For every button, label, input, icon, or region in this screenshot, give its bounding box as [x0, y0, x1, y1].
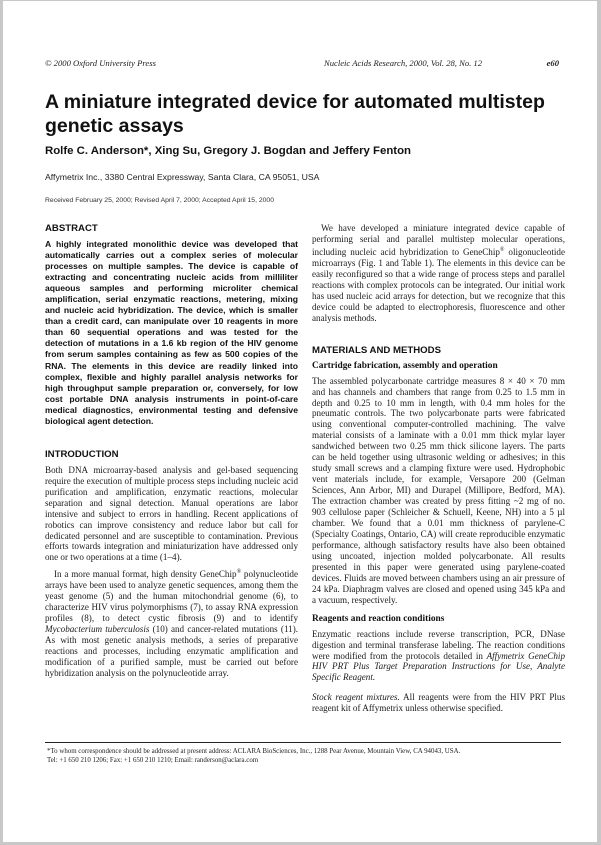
registered-mark: ®: [499, 246, 505, 253]
stock-reagents-paragraph: [312, 692, 565, 714]
species-name: Mycobacterium tuberculosis: [45, 624, 150, 635]
abstract-heading: ABSTRACT: [45, 223, 98, 234]
introduction-heading: INTRODUCTION: [45, 448, 119, 460]
footnote-divider: [45, 742, 561, 743]
right-intro-text-a: We have developed a miniature integrated device capable of performing serial and parallel multistep molecular operations, including nucleic acid hybridization to GeneChip: [312, 223, 565, 257]
stock-reagents-label: Stock reagent mixtures.: [312, 692, 400, 703]
author-list: Rolfe C. Anderson*, Xing Su, Gregory J. Bogdan and Jeffery Fenton: [45, 145, 412, 157]
intro-p2-text-b: polynucleotide arrays have been used to analyze genetic sequences, among them the yeast genome (5) and the human mitochondrial genome (6), to characterize HIV virus polymorphisms (7), to assay RNA expression profiles (8), to detect cystic fibrosis (9) and to identify: [45, 569, 298, 624]
affiliation: Affymetrix Inc., 3380 Central Expressway, Santa Clara, CA 95051, USA: [45, 172, 320, 182]
intro-p2-text-c: (10) and cancer-related mutations (11). As with most genetic analysis methods, a series of preparative reactions and processes, including enzymatic amplification and modification of a purified sample, must be carried out before hybridization analysis on the polynucleotide array.: [45, 624, 298, 678]
abstract-text: A highly integrated monolithic device was developed that automatically carries out a complex series of molecular processes on multiple samples. The device is capable of extracting and concentrating nucleic acids from milliliter aqueous samples and performing microliter chemical amplification, serial enzymatic reactions, metering, mixing and nucleic acid hybridization. The device, which is smaller than a credit card, can manipulate over 10 reagents in more than 60 sequential operations and was tested for the detection of mutations in a 1.6 kb region of the HIV genome from serum samples containing as few as 500 copies of the RNA. The elements in this device are readily linked into complex, flexible and highly parallel analysis networks for high throughput sample preparation or, conversely, for low cost portable DNA analysis instruments in point-of-care medical diagnostics, environmental testing and defensive biological agent detection.: [45, 239, 298, 426]
registered-mark: ®: [236, 569, 242, 576]
protocol-reference: Affymetrix GeneChip HIV PRT Plus Target Preparation Instructions for Use, Analyte Specific Reagent.: [312, 650, 565, 683]
intro-paragraph-1: Both DNA microarray-based analysis and gel-based sequencing require the execution of multiple process steps including nucleic acid purification and amplification, enzymatic reactions, molecular separation and signal detection. Manual operations are labor intensive and subject to errors in handling. Recent applications of robotics can improve consistency and reduce labor but call for dedicated personnel and are susceptible to contamination. Previous efforts towards integration and miniaturization have addressed only one or two operations at a time (1–4).: [45, 464, 298, 563]
subsection-cartridge-heading: Cartridge fabrication, assembly and operation: [312, 360, 498, 371]
cartridge-paragraph: The assembled polycarbonate cartridge measures 8 × 40 × 70 mm and has channels and chambers that range from 0.25 to 1.5 mm in depth and 0.25 to 10 mm in length, with 0.4 mm holes for the pneumatic controls. The two polycarbonate parts were fabricated using conventional computer-controlled machining. The valve material consists of a laminate with a 0.01 mm thick mylar layer sandwiched between two 0.25 mm thick silicone layers. The parts can be held together using ultrasonic welding or adhesives; in this study small screws and a clamping fixture were used. Hydrophobic vent materials include, for example, Versapore 200 (Gelman Sciences, Ann Arbor, MI) and Durapel (Millipore, Bedford, MA). The extraction chamber was created by press fitting ~2 mg of no. 903 cellulose paper (Schleicher & Schuell, Keene, NH) into a 5 µl chamber. We found that a 0.01 mm thickness of parylene-C (Specialty Coatings, Ontario, CA) will create reproducible enzymatic performance, although satisfactory results have also been obtained using uncoated, injection molded polycarbonate. All results presented in this paper were generated using parylene-coated devices. Fluids are moved between chambers using an air pressure of 24 kPa. Diaphragm valves are closed and opened using 345 kPa and a vacuum, respectively.: [312, 375, 565, 605]
copyright-notice: © 2000 Oxford University Press: [45, 58, 156, 68]
right-intro-text-b: oligonucleotide microarrays (Fig. 1 and Table 1). The elements in this device can be easily reconfigured so that a wide range of process steps and parallel reactions with complex protocols can be integrated. Our initial work has used nucleic acid arrays for detection, but we recognize that this device could be adapted to electrophoresis, fluorescence and other analysis methods.: [312, 246, 565, 323]
right-column: [312, 223, 565, 714]
reagents-text: Enzymatic reactions include reverse transcription, PCR, DNase digestion and terminal transferase labeling. The reaction conditions were modified from the protocols detailed in: [312, 628, 565, 661]
article-title: A miniature integrated device for automated multistep genetic assays: [45, 91, 545, 137]
intro-paragraph-2: [45, 567, 298, 679]
correspondence-footnote: [47, 747, 563, 765]
stock-reagents-text: All reagents were from the HIV PRT Plus reagent kit of Affymetrix unless otherwise specified.: [312, 692, 565, 714]
journal-citation: Nucleic Acids Research, 2000, Vol. 28, No. 12: [324, 58, 483, 68]
document-page: [3, 1, 597, 842]
footnote-address: *To whom correspondence should be addressed at present address: ACLARA BioSciences, Inc., 1288 Pear Avenue, Mountain View, CA 94043, USA.: [47, 748, 461, 755]
submission-dates: Received February 25, 2000; Revised April 7, 2000; Accepted April 15, 2000: [45, 197, 274, 204]
subsection-reagents-heading: Reagents and reaction conditions: [312, 613, 445, 624]
footnote-contact: Tel: +1 650 210 1206; Fax: +1 650 210 1210; Email: randerson@aclara.com: [47, 757, 259, 764]
left-column: [45, 223, 298, 679]
article-id: e60: [546, 58, 559, 68]
intro-p2-text-a: In a more manual format, high density GeneChip: [54, 569, 237, 580]
methods-heading: MATERIALS AND METHODS: [312, 344, 441, 356]
right-intro-paragraph: [312, 223, 565, 324]
reagents-paragraph: [312, 629, 565, 684]
